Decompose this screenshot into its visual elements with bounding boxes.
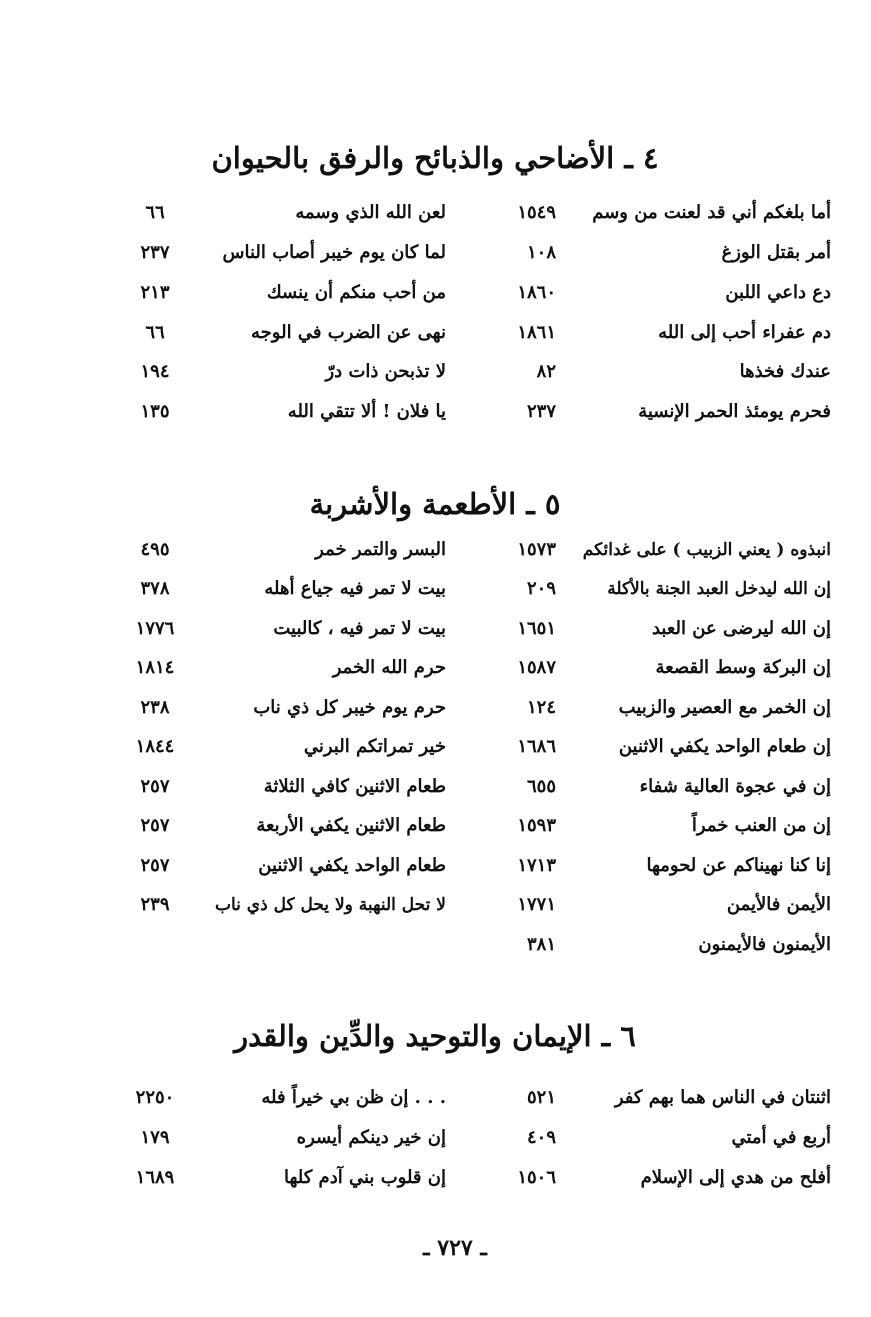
hadith-number: ٤٩٥ — [140, 539, 170, 560]
section-title-4: ٤ ـ الأضاحي والذبائح والرفق بالحيوان — [211, 141, 659, 175]
hadith-text: الأيمن فالأيمن — [726, 894, 831, 915]
hadith-text: نهى عن الضرب في الوجه — [251, 322, 446, 343]
hadith-text: أفلح من هدي إلى الإسلام — [640, 1167, 831, 1188]
hadith-text: طعام الاثنين كافي الثلاثة — [263, 776, 446, 797]
hadith-text: دع داعي اللبن — [725, 282, 831, 303]
hadith-number: ١٩٤ — [140, 361, 170, 382]
table-row — [0, 273, 871, 313]
hadith-text: إنا كنا نهيناكم عن لحومها — [646, 855, 831, 876]
hadith-text: طعام الاثنين يكفي الأربعة — [256, 815, 446, 836]
hadith-text: لعن الله الذي وسمه — [295, 202, 446, 223]
section-title-5: ٥ ـ الأطعمة والأشربة — [309, 487, 561, 521]
hadith-number: ٣٨١ — [526, 934, 556, 955]
hadith-number: ١٨٤٤ — [135, 736, 175, 757]
hadith-number: ١٦٥١ — [517, 618, 556, 639]
hadith-text: يا فلان ! ألا تتقي الله — [287, 401, 446, 422]
table-row — [0, 313, 871, 353]
hadith-text: عندك فخذها — [739, 361, 831, 382]
hadith-number: ١٠٨ — [526, 242, 556, 263]
hadith-text: إن طعام الواحد يكفي الاثنين — [618, 736, 831, 757]
hadith-text: من أحب منكم أن ينسك — [266, 282, 446, 303]
hadith-text: إن في عجوة العالية شفاء — [639, 776, 831, 797]
hadith-number: ١٥٧٣ — [517, 539, 556, 560]
table-row — [0, 806, 871, 846]
table-row — [0, 1158, 871, 1198]
hadith-number: ٢١٣ — [140, 282, 170, 303]
hadith-text: دم عفراء أحب إلى الله — [658, 322, 831, 343]
hadith-text: إن الله ليدخل العبد الجنة بالأكلة — [607, 579, 831, 599]
section-title-6: ٦ ـ الإيمان والتوحيد والدِّين والقدر — [234, 1019, 636, 1053]
hadith-number: ١٧٧١ — [517, 894, 556, 915]
hadith-text: أما بلغكم أني قد لعنت من وسم — [592, 202, 831, 223]
hadith-number: ١٧٧٦ — [135, 618, 175, 639]
hadith-number: ١٦٨٦ — [517, 736, 556, 757]
hadith-number: ٦٥٥ — [526, 776, 556, 797]
hadith-number: ١٦٨٩ — [135, 1167, 175, 1188]
hadith-number: ١٧٩ — [140, 1127, 170, 1148]
hadith-text: . . . إن ظن بي خيراً فله — [261, 1087, 446, 1108]
hadith-number: ٢٥٧ — [140, 776, 170, 797]
hadith-number: ١٥٨٧ — [517, 657, 556, 678]
table-row — [0, 352, 871, 392]
hadith-text: الأيمنون فالأيمنون — [698, 934, 831, 955]
table-row — [0, 688, 871, 728]
hadith-number: ٦٦ — [145, 202, 165, 223]
hadith-text: حرم يوم خيبر كل ذي ناب — [253, 697, 446, 718]
hadith-number: ١٥٩٣ — [517, 815, 556, 836]
hadith-number: ٢٣٩ — [140, 894, 170, 915]
hadith-number: ١٧١٣ — [517, 855, 556, 876]
hadith-number: ٣٧٨ — [140, 578, 170, 599]
hadith-number: ٢٢٥٠ — [135, 1087, 175, 1108]
hadith-text: لا تذبحن ذات درّ — [325, 361, 446, 382]
table-row — [0, 569, 871, 609]
hadith-text: إن من العنب خمراً — [691, 815, 831, 836]
hadith-text: لا تحل النهبة ولا يحل كل ذي ناب — [214, 895, 446, 915]
table-row — [0, 530, 871, 570]
hadith-number: ٦٦ — [145, 322, 165, 343]
hadith-text: إن قلوب بني آدم كلها — [283, 1167, 446, 1188]
hadith-number: ٢٥٧ — [140, 855, 170, 876]
hadith-number: ٢٣٧ — [140, 242, 170, 263]
hadith-text: إن الخمر مع العصير والزبيب — [618, 697, 831, 718]
table-row — [0, 1118, 871, 1158]
table-row — [0, 1078, 871, 1118]
hadith-number: ٢٥٧ — [140, 815, 170, 836]
hadith-text: إن الله ليرضى عن العبد — [651, 618, 831, 639]
table-row — [0, 233, 871, 273]
table-row — [0, 193, 871, 233]
table-row — [0, 885, 871, 925]
hadith-text: بيت لا تمر فيه ، كالبيت — [273, 618, 446, 639]
hadith-number: ٨٢ — [536, 361, 556, 382]
hadith-number: ٢٣٧ — [526, 401, 556, 422]
hadith-number: ١٨١٤ — [135, 657, 175, 678]
hadith-text: فحرم يومئذ الحمر الإنسية — [638, 401, 831, 422]
hadith-text: لما كان يوم خيبر أصاب الناس — [222, 242, 446, 263]
hadith-number: ١٥٠٦ — [517, 1167, 556, 1188]
hadith-text: اثنتان في الناس هما بهم كفر — [614, 1087, 831, 1108]
table-row — [0, 846, 871, 886]
hadith-number: ٢٠٩ — [526, 578, 556, 599]
page-number: ـ ٧٢٧ ـ — [423, 1235, 487, 1261]
hadith-number: ١٣٥ — [140, 401, 170, 422]
hadith-number: ٤٠٩ — [526, 1127, 556, 1148]
hadith-text: إن خير دينكم أيسره — [296, 1127, 446, 1148]
table-row — [0, 392, 871, 432]
hadith-number: ١٥٤٩ — [517, 202, 556, 223]
table-row — [0, 925, 871, 965]
hadith-text: بيت لا تمر فيه جياع أهله — [264, 578, 446, 599]
hadith-text: خير تمراتكم البرني — [303, 736, 446, 757]
hadith-text: أمر بقتل الوزغ — [721, 242, 831, 263]
table-row — [0, 648, 871, 688]
hadith-number: ١٨٦١ — [517, 322, 556, 343]
hadith-text: طعام الواحد يكفي الاثنين — [258, 855, 446, 876]
hadith-text: حرم الله الخمر — [332, 657, 446, 678]
hadith-text: أربع في أمتي — [731, 1127, 831, 1148]
hadith-text: انبذوه ( يعني الزبيب ) على غدائكم — [582, 540, 831, 560]
hadith-text: إن البركة وسط القصعة — [655, 657, 831, 678]
hadith-number: ١٨٦٠ — [517, 282, 556, 303]
table-row — [0, 727, 871, 767]
hadith-number: ١٢٤ — [526, 697, 556, 718]
hadith-number: ٥٢١ — [526, 1087, 556, 1108]
hadith-text: البسر والتمر خمر — [315, 539, 446, 560]
table-row — [0, 767, 871, 807]
table-row — [0, 609, 871, 649]
hadith-number: ٢٣٨ — [140, 697, 170, 718]
